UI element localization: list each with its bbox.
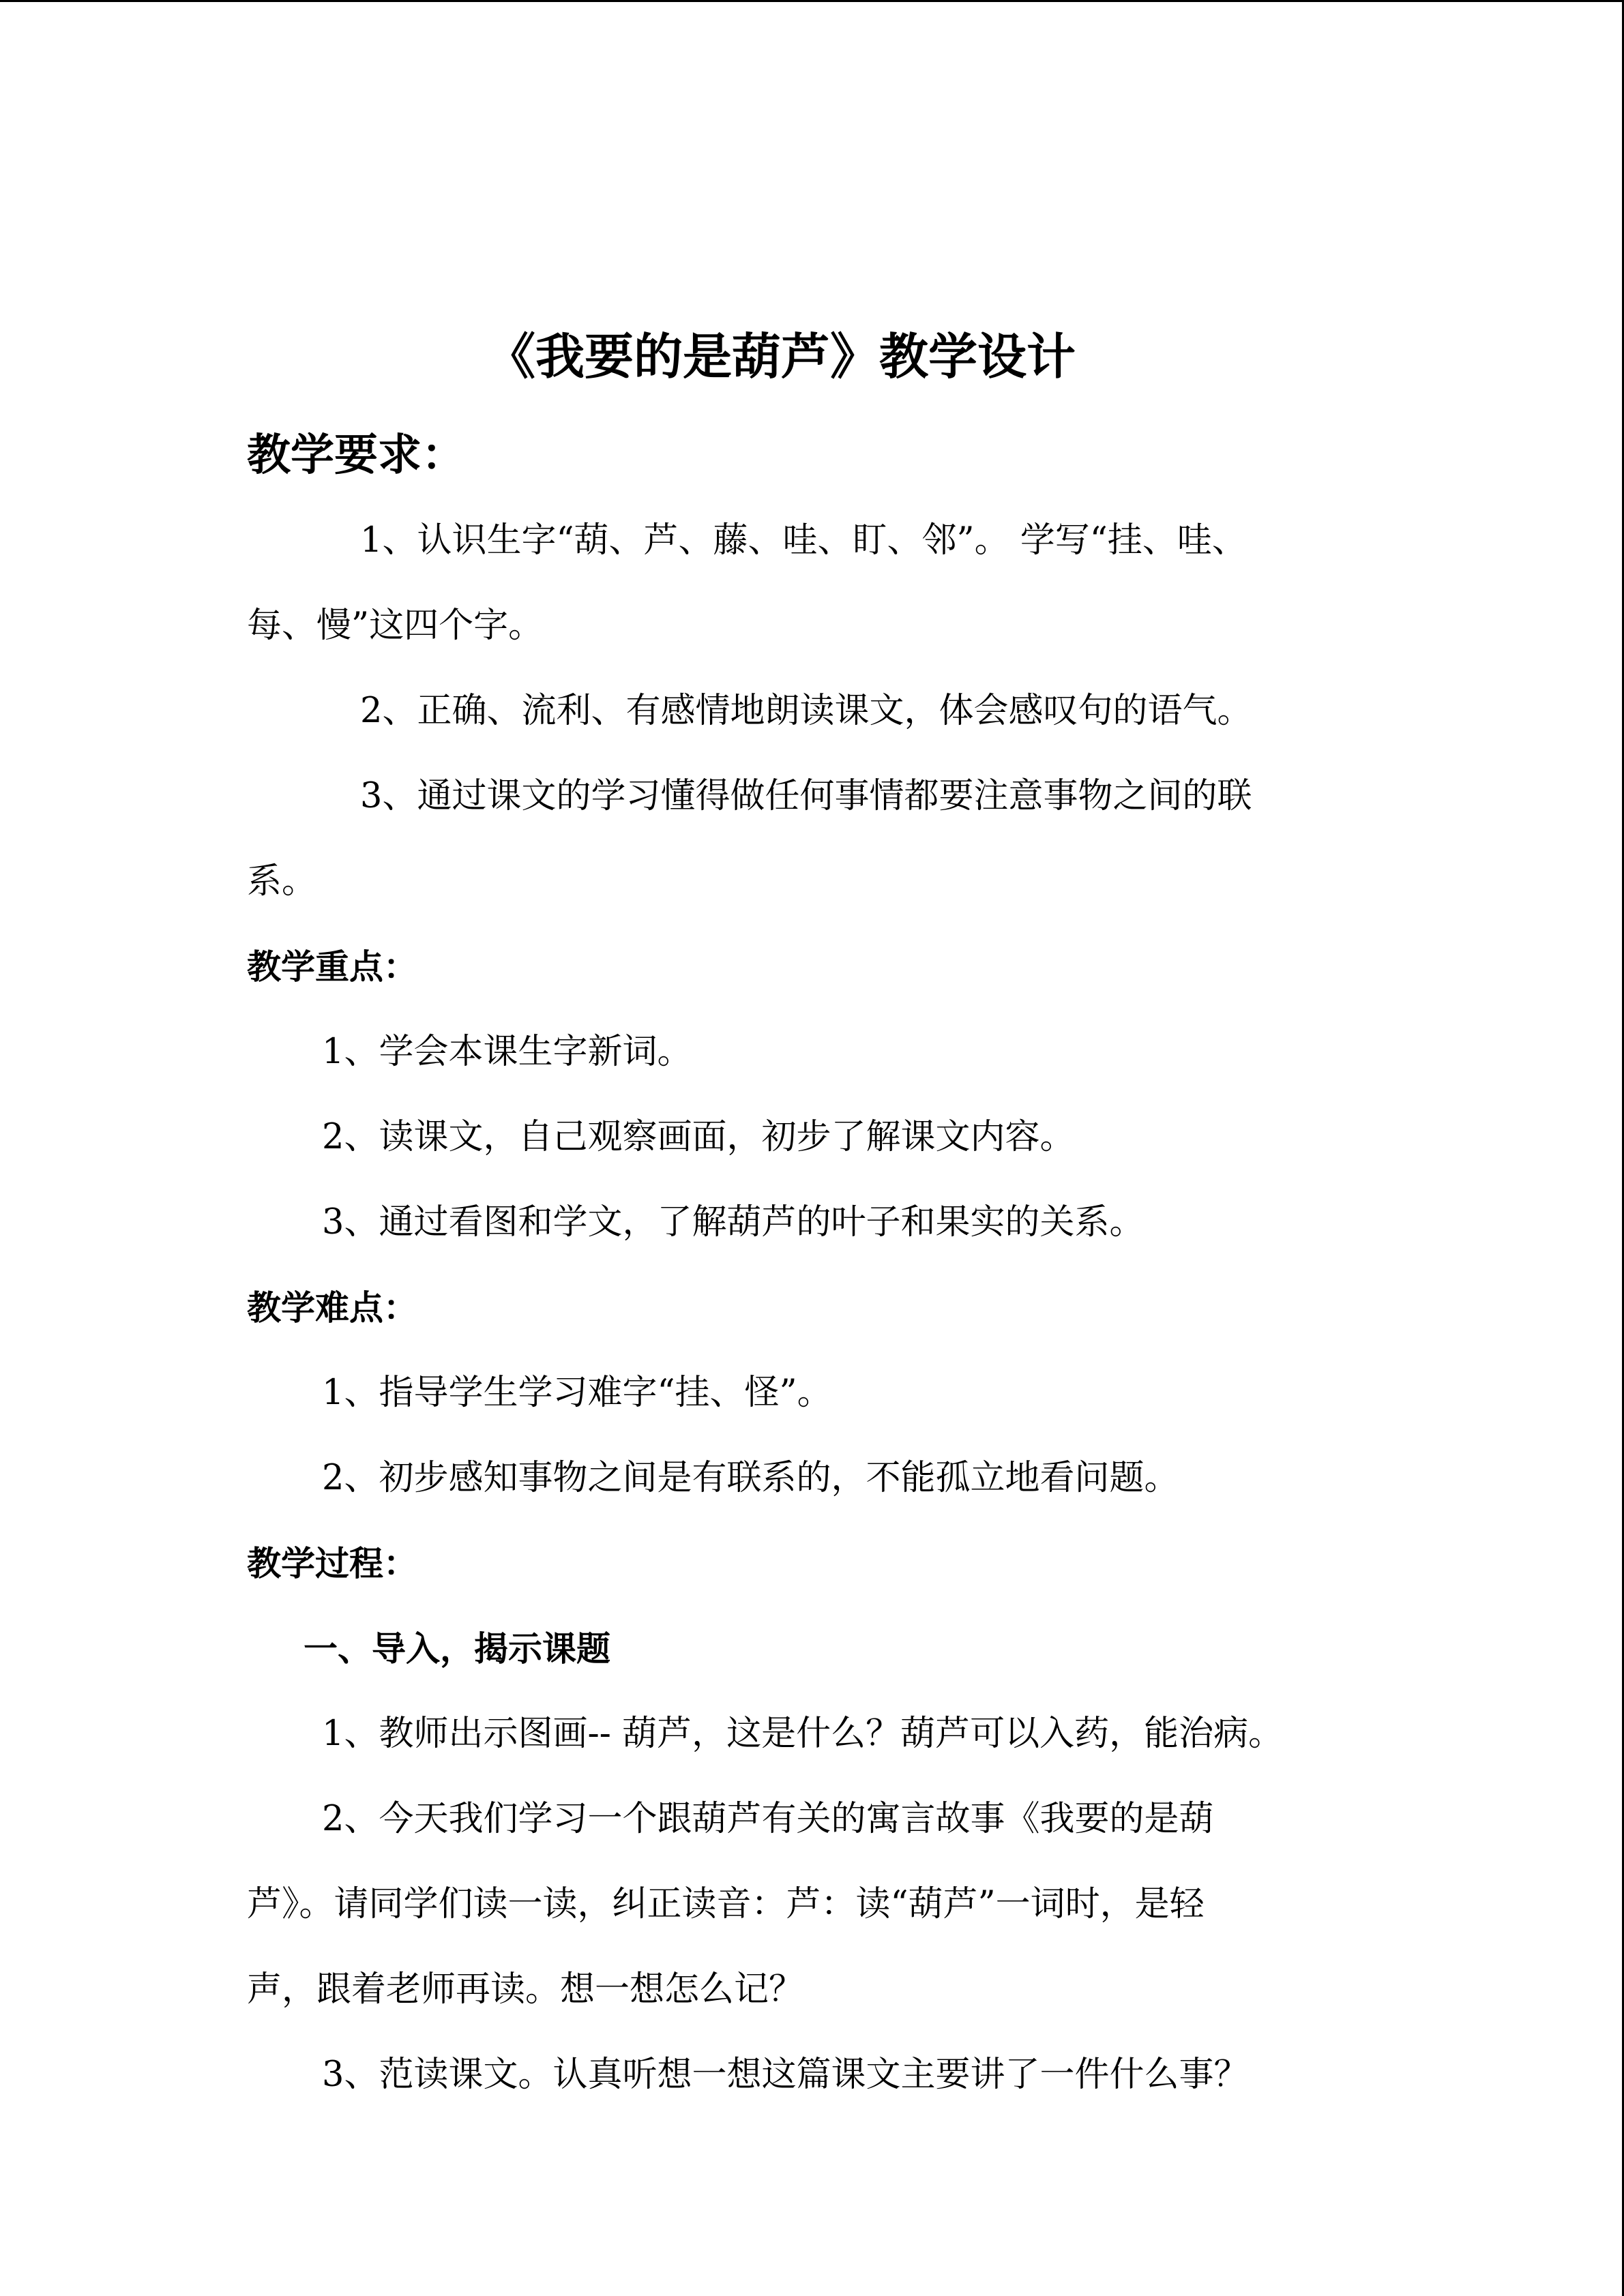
requirement-item-3-continuation: 系。 — [247, 861, 317, 901]
difficulty-item: 1、指导学生学习难字“挂、怪”。 — [322, 1373, 832, 1413]
process-subheading: 一、导入，揭示课题 — [304, 1629, 610, 1669]
key-point-item: 2、读课文，自己观察画面，初步了解课文内容。 — [322, 1117, 1075, 1157]
requirement-item-2: 2、正确、流利、有感情地朗读课文，体会感叹句的语气。 — [360, 691, 1252, 731]
key-point-item: 1、学会本课生字新词。 — [322, 1032, 692, 1072]
requirement-item-1: 1、认识生字“葫、芦、藤、哇、盯、邻”。 学写“挂、哇、 — [360, 520, 1247, 561]
process-heading: 教学过程： — [247, 1544, 417, 1583]
process-item-2-continuation: 芦》。请同学们读一读，纠正读音：芦：读“葫芦”一词时，是轻 — [247, 1884, 1205, 1924]
process-item-2: 2、今天我们学习一个跟葫芦有关的寓言故事《我要的是葫 — [322, 1799, 1214, 1839]
difficulty-item: 2、初步感知事物之间是有联系的，不能孤立地看问题。 — [322, 1458, 1179, 1498]
process-item-3: 3、范读课文。认真听想一想这篇课文主要讲了一件什么事？ — [322, 2055, 1249, 2095]
key-points-heading: 教学重点： — [247, 947, 417, 987]
requirements-heading: 教学要求： — [247, 430, 465, 481]
process-item-2-continuation: 声，跟着老师再读。想一想怎么记？ — [247, 1969, 804, 2010]
process-item-1: 1、教师出示图画-- 葫芦，这是什么？葫芦可以入药，能治病。 — [322, 1714, 1284, 1754]
key-point-item: 3、通过看图和学文，了解葫芦的叶子和果实的关系。 — [322, 1202, 1145, 1242]
document-title: 《我要的是葫芦》教学设计 — [486, 328, 1076, 385]
requirement-item-1-continuation: 每、慢”这四个字。 — [247, 606, 544, 646]
requirement-item-3: 3、通过课文的学习懂得做任何事情都要注意事物之间的联 — [360, 776, 1252, 816]
difficulties-heading: 教学难点： — [247, 1288, 417, 1328]
